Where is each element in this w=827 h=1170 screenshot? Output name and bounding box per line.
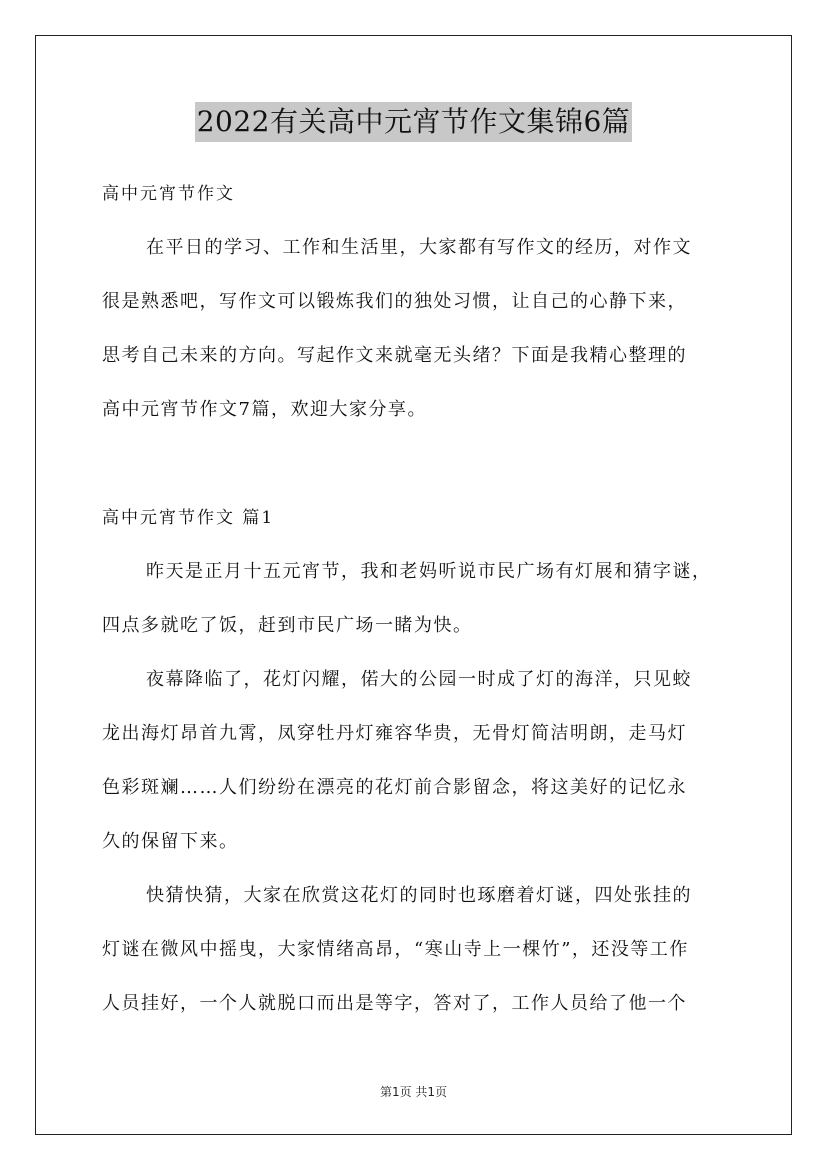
essay1-p3-line-3: 人员挂好，一个人就脱口而出是等字，答对了，工作人员给了他一个 (102, 993, 687, 1014)
essay1-p2-line-4: 久的保留下来。 (102, 831, 239, 852)
document-title: 2022有关高中元宵节作文集锦6篇 (195, 102, 633, 142)
essay1-heading: 高中元宵节作文 篇1 (102, 508, 275, 528)
essay1-p1-line-1: 昨天是正月十五元宵节，我和老妈听说市民广场有灯展和猜字谜， (146, 561, 712, 582)
essay1-p1-line-2: 四点多就吃了饭，赶到市民广场一睹为快。 (102, 615, 473, 636)
intro-line-2: 很是熟悉吧，写作文可以锻炼我们的独处习惯，让自己的心静下来， (102, 291, 687, 312)
intro-line-3: 思考自己未来的方向。写起作文来就毫无头绪？下面是我精心整理的 (102, 345, 687, 366)
essay1-p2-line-3: 色彩斑斓……人们纷纷在漂亮的花灯前合影留念，将这美好的记忆永 (102, 777, 687, 798)
intro-line-4: 高中元宵节作文7篇，欢迎大家分享。 (102, 399, 427, 420)
intro-line-1: 在平日的学习、工作和生活里，大家都有写作文的经历，对作文 (146, 237, 692, 258)
essay1-p2-line-2: 龙出海灯昂首九霄，凤穿牡丹灯雍容华贵，无骨灯简洁明朗，走马灯 (102, 723, 687, 744)
essay1-p3-line-1: 快猜快猜，大家在欣赏这花灯的同时也琢磨着灯谜，四处张挂的 (146, 885, 692, 906)
title-container (0, 102, 827, 142)
page-number-footer: 第1页 共1页 (379, 1085, 448, 1099)
essay1-p2-line-1: 夜幕降临了，花灯闪耀，偌大的公园一时成了灯的海洋，只见蛟 (146, 669, 692, 690)
intro-heading: 高中元宵节作文 (102, 184, 235, 204)
essay1-p3-line-2: 灯谜在微风中摇曳，大家情绪高昂，“寒山寺上一棵竹”，还没等工作 (102, 939, 689, 960)
